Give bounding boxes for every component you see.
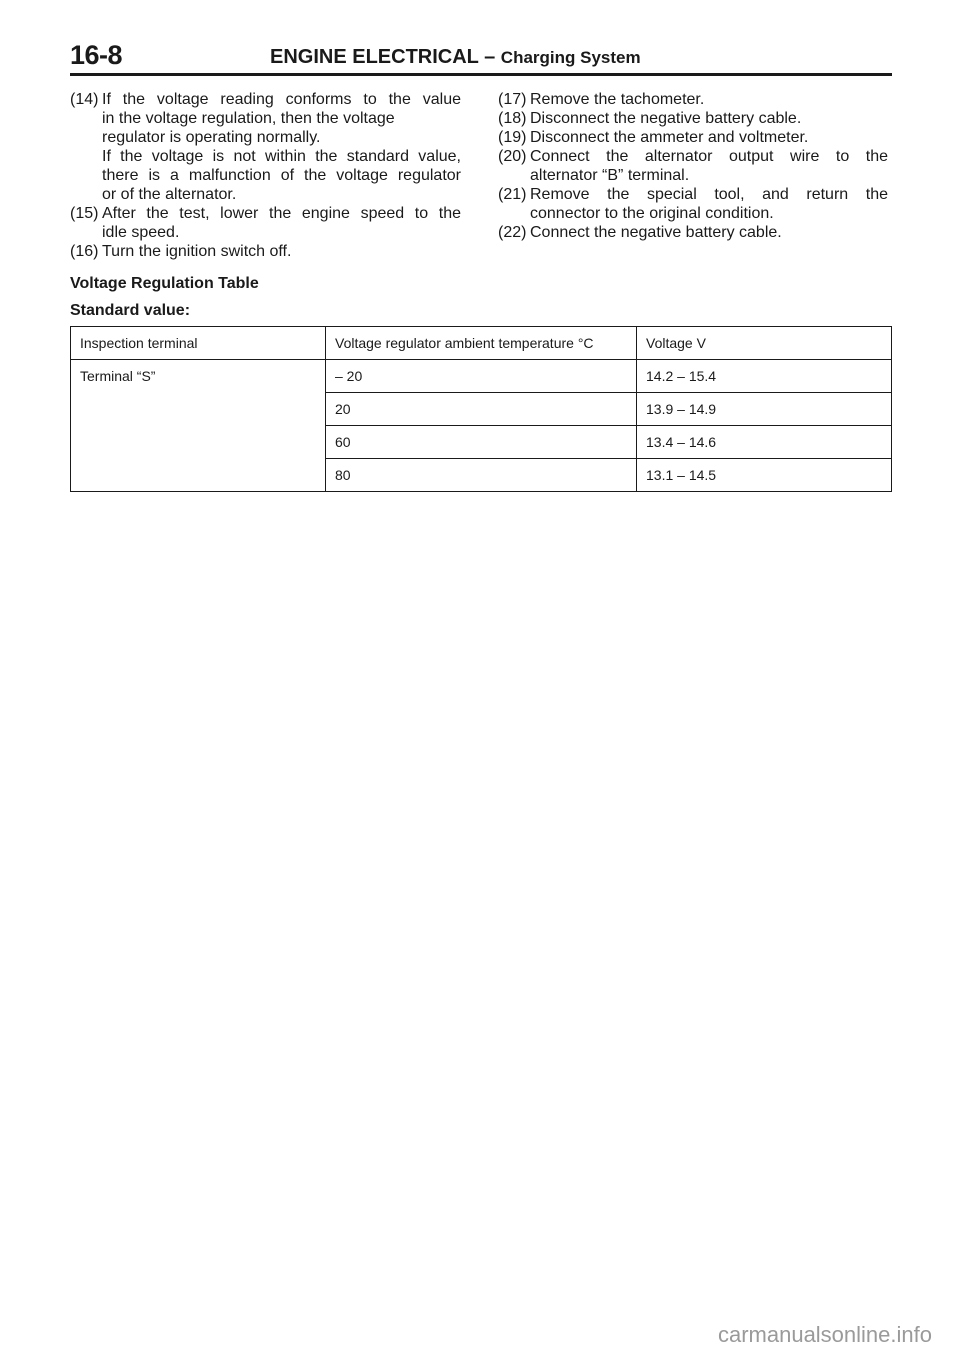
step-19 (498, 128, 888, 147)
step-line: there is a malfunction of the voltage regulator (102, 167, 461, 184)
section-title (270, 46, 641, 69)
step-text (530, 147, 888, 185)
temperature-cell: 60 (325, 426, 636, 459)
step-text (530, 109, 888, 128)
step-number: (18) (498, 110, 527, 127)
table-row (70, 360, 892, 393)
title-dash: – (484, 46, 496, 68)
step-text (530, 128, 888, 147)
step-line: in the voltage regulation, then the voltage (102, 110, 395, 127)
temperature-cell: – 20 (325, 360, 636, 393)
subsection-name: Charging System (500, 48, 641, 67)
step-18 (498, 109, 888, 128)
step-line: Remove the tachometer. (530, 91, 705, 108)
step-line: connector to the original condition. (530, 205, 774, 222)
watermark: carmanualsonline.info (717, 1322, 932, 1347)
step-text (530, 223, 888, 242)
table-header-row (70, 327, 892, 360)
step-text (530, 185, 888, 223)
step-text (102, 204, 461, 242)
temperature-cell: 80 (325, 459, 636, 492)
step-number: (20) (498, 148, 527, 165)
voltage-cell: 13.1 – 14.5 (636, 459, 892, 492)
step-line: Turn the ignition switch off. (102, 243, 292, 260)
step-20 (498, 147, 888, 185)
step-line: After the test, lower the engine speed to the (102, 205, 461, 222)
step-line: Disconnect the negative battery cable. (530, 110, 802, 127)
table-column-divider (325, 327, 326, 492)
step-line: alternator “B” terminal. (530, 167, 690, 184)
page-number: 16-8 (70, 40, 123, 70)
terminal-cell: Terminal “S” (80, 368, 156, 384)
page-header (70, 34, 892, 74)
table-title: Voltage Regulation Table (70, 275, 259, 292)
step-number: (17) (498, 91, 527, 108)
left-column (70, 90, 461, 261)
step-16 (70, 242, 461, 261)
step-line: regulator is operating normally. (102, 129, 321, 146)
step-line: Connect the alternator output wire to the (530, 148, 888, 165)
header-cell: Voltage V (636, 327, 892, 360)
step-14 (70, 90, 461, 204)
step-number: (22) (498, 224, 527, 241)
step-text (102, 90, 461, 204)
step-line: Connect the negative battery cable. (530, 224, 782, 241)
step-line: or of the alternator. (102, 186, 237, 203)
voltage-cell: 13.9 – 14.9 (636, 393, 892, 426)
step-line: If the voltage is not within the standard value, (102, 148, 461, 165)
step-number: (21) (498, 186, 527, 203)
step-number: (19) (498, 129, 527, 146)
step-15 (70, 204, 461, 242)
header-cell: Inspection terminal (70, 327, 325, 360)
step-17 (498, 90, 888, 109)
step-22 (498, 223, 888, 242)
step-number: (15) (70, 205, 99, 222)
voltage-cell: 14.2 – 15.4 (636, 360, 892, 393)
step-line: Remove the special tool, and return the (530, 186, 888, 203)
header-rule (70, 73, 892, 76)
right-column (498, 90, 888, 242)
step-line: Disconnect the ammeter and voltmeter. (530, 129, 809, 146)
step-text (102, 242, 461, 261)
standard-value-label: Standard value: (70, 302, 191, 319)
temperature-cell: 20 (325, 393, 636, 426)
header-cell: Voltage regulator ambient temperature °C (325, 327, 636, 360)
step-line: If the voltage reading conforms to the value (102, 91, 461, 108)
step-line: idle speed. (102, 224, 180, 241)
step-number: (14) (70, 91, 99, 108)
step-number: (16) (70, 243, 99, 260)
step-text (530, 90, 888, 109)
table-column-divider (636, 327, 637, 492)
section-name: ENGINE ELECTRICAL (270, 46, 479, 68)
voltage-regulation-table (70, 327, 892, 492)
step-21 (498, 185, 888, 223)
voltage-cell: 13.4 – 14.6 (636, 426, 892, 459)
